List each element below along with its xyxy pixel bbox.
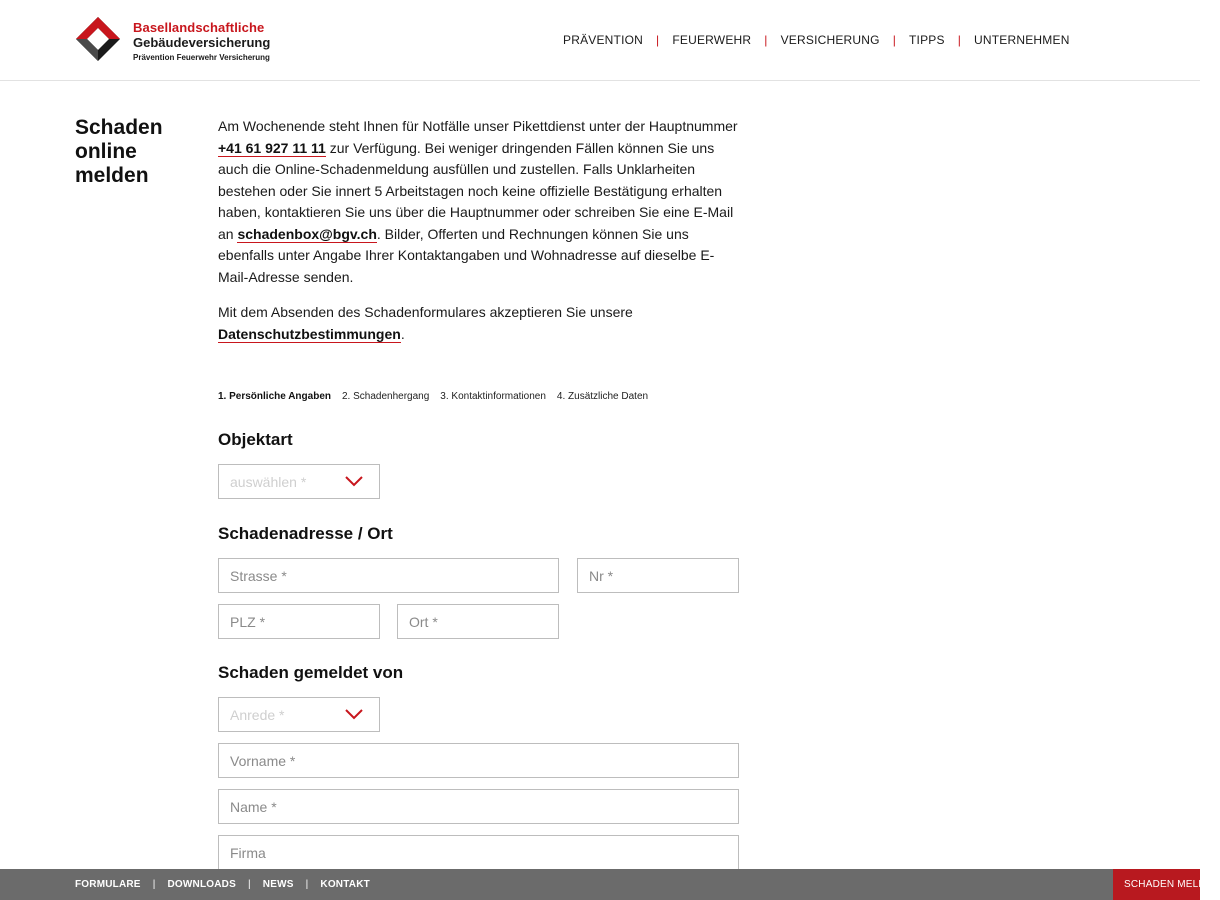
site-header (0, 0, 1200, 81)
privacy-text-part: . (400, 325, 405, 342)
footer-separator: | (305, 879, 309, 890)
house-number-input[interactable] (577, 558, 739, 593)
nav-separator: | (764, 33, 768, 47)
step-additional-data[interactable]: 4. Zusätzliche Daten (556, 391, 649, 402)
report-damage-button[interactable]: SCHADEN MELDEN (1113, 869, 1200, 900)
city-placeholder: Ort * (409, 613, 438, 630)
logo-text (133, 20, 270, 64)
footer-link-formulare[interactable]: FORMULARE (75, 879, 141, 890)
nav-item-feuerwehr[interactable]: FEUERWEHR (672, 33, 752, 47)
form-steps (218, 391, 648, 402)
salutation-select[interactable] (218, 697, 380, 732)
privacy-policy-link[interactable]: Datenschutzbestimmungen (218, 325, 401, 342)
company-input[interactable] (218, 835, 739, 870)
company-placeholder: Firma (230, 844, 266, 861)
intro-text-part: . Bilder, Offerten und Rechnungen können Sie uns ebenfalls unter Angabe Ihrer Kontaktangaben und Wohnadresse auf dieselbe E-Mail-Adresse senden. (218, 225, 715, 285)
section-heading-address: Schadenadresse / Ort (218, 524, 393, 543)
footer-separator: | (247, 879, 251, 890)
street-input[interactable] (218, 558, 559, 593)
site-footer (0, 869, 1220, 900)
first-name-placeholder: Vorname * (230, 752, 296, 769)
logo-name-line2: Gebäudeversicherung (133, 35, 271, 50)
chevron-down-icon (345, 476, 363, 487)
logo-name-line1: Basellandschaftliche (133, 20, 265, 35)
intro-paragraph (218, 116, 743, 288)
chevron-down-icon (345, 709, 363, 720)
intro-text (218, 116, 743, 359)
step-damage-course[interactable]: 2. Schadenhergang (342, 391, 430, 402)
page-title-line1: Schaden (75, 116, 163, 139)
zip-code-placeholder: PLZ * (230, 613, 266, 630)
intro-text-part: Am Wochenende steht Ihnen für Notfälle unser Pikettdienst unter der Hauptnummer (218, 118, 738, 134)
intro-text-part: zur Verfügung. Bei weniger dringenden Fällen können Sie uns auch die Online-Schadenmeldung ausfüllen und zustellen. Falls Unklarheiten bestehen oder Sie innert 5 Arbeitstagen noch keine offizielle Bestätigung erhalten haben, kontaktieren Sie uns über die Hauptnummer oder schreiben Sie eine E-Mail an (218, 139, 734, 242)
step-personal-data[interactable]: 1. Persönliche Angaben (218, 391, 331, 402)
privacy-text-part: Mit dem Absenden des Schadenformulares akzeptieren Sie unsere (218, 304, 633, 320)
last-name-placeholder: Name * (230, 798, 277, 815)
nav-separator: | (957, 33, 962, 47)
first-name-input[interactable] (218, 743, 739, 778)
step-contact-info[interactable]: 3. Kontaktinformationen (440, 391, 546, 402)
footer-link-kontakt[interactable]: KONTAKT (320, 879, 370, 890)
footer-link-news[interactable]: NEWS (262, 879, 294, 890)
section-heading-reporter: Schaden gemeldet von (218, 663, 404, 682)
nav-item-unternehmen[interactable]: UNTERNEHMEN (974, 33, 1070, 47)
logo-mark-icon (75, 16, 121, 62)
objektart-select[interactable] (218, 464, 380, 499)
nav-item-versicherung[interactable]: VERSICHERUNG (780, 33, 880, 47)
nav-item-praevention[interactable]: PRÄVENTION (563, 33, 644, 47)
nav-separator: | (892, 33, 897, 47)
salutation-select-value: Anrede * (230, 706, 285, 723)
section-heading-objektart: Objektart (218, 430, 293, 449)
footer-separator: | (152, 879, 156, 890)
house-number-placeholder: Nr * (589, 567, 614, 584)
privacy-paragraph (218, 302, 743, 345)
company-logo[interactable] (75, 16, 275, 66)
last-name-input[interactable] (218, 789, 739, 824)
objektart-select-value: auswählen * (230, 473, 307, 490)
footer-link-downloads[interactable]: DOWNLOADS (167, 879, 236, 890)
page-title-line2: online (75, 140, 137, 163)
nav-item-tipps[interactable]: TIPPS (909, 33, 945, 47)
nav-separator: | (656, 33, 660, 47)
city-input[interactable] (397, 604, 559, 639)
email-link[interactable]: schadenbox@bgv.ch (237, 225, 377, 242)
phone-link[interactable]: +41 61 927 11 11 (218, 139, 326, 156)
zip-code-input[interactable] (218, 604, 380, 639)
main-navigation (563, 33, 1070, 47)
street-placeholder: Strasse * (230, 567, 287, 584)
logo-tagline: Prävention Feuerwehr Versicherung (133, 53, 270, 62)
page-title (75, 116, 195, 188)
footer-navigation (75, 879, 370, 890)
page-title-line3: melden (75, 164, 149, 187)
